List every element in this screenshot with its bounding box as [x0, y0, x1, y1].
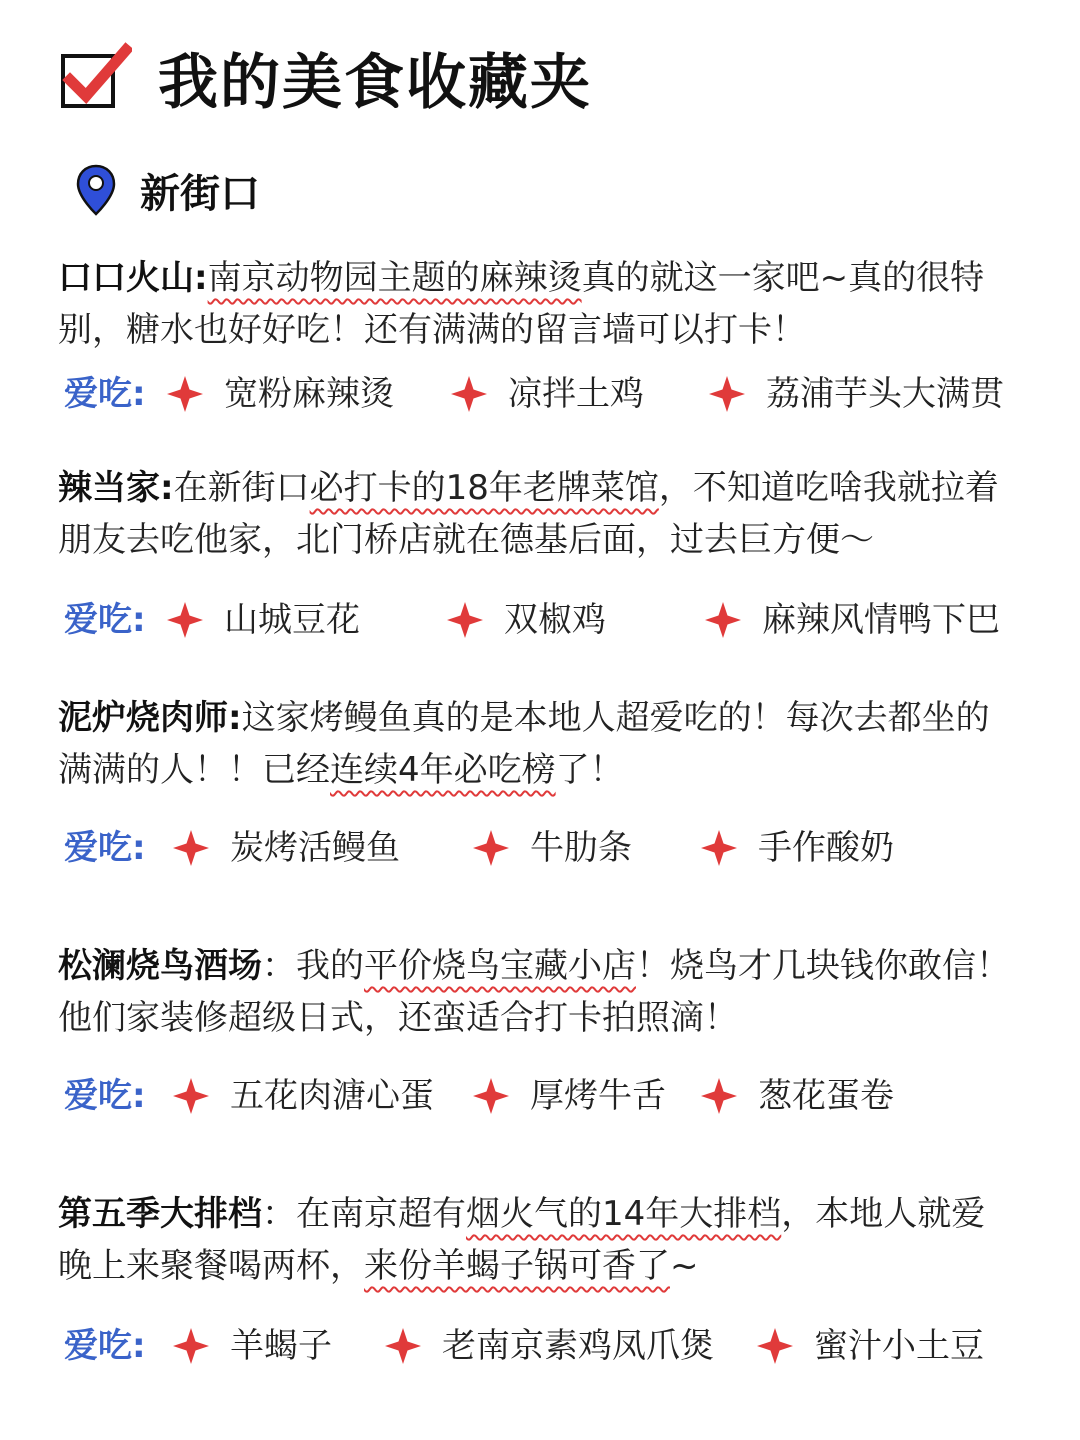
- four-point-star-icon: [708, 375, 746, 413]
- favorites-label: 爱吃:: [64, 374, 146, 414]
- favorite-dish: [472, 1070, 666, 1122]
- favorites-label: 爱吃:: [64, 600, 146, 640]
- checkbox-checked-icon: [60, 42, 132, 114]
- four-point-star-icon: [450, 375, 488, 413]
- description-text: ，不知道吃啥我就拉着朋友去吃他家，北门桥店就在德基后面，过去巨方便～: [58, 468, 999, 560]
- dish-name: 荔浦芋头大满贯: [766, 374, 1004, 414]
- favorites-row: [58, 368, 1018, 420]
- favorite-dish: [446, 594, 606, 646]
- page-header: [60, 36, 592, 120]
- favorite-dish: [172, 1070, 434, 1122]
- four-point-star-icon: [166, 375, 204, 413]
- page-title: 我的美食收藏夹: [158, 48, 592, 118]
- dish-name: 手作酸奶: [758, 828, 894, 868]
- favorites-row: [58, 1320, 1018, 1372]
- favorite-dish: [472, 822, 632, 874]
- restaurant-entry: [58, 462, 1018, 640]
- description-text: ：在南京超有: [262, 1194, 466, 1234]
- dish-name: 羊蝎子: [230, 1326, 332, 1366]
- dish-name: 炭烤活鳗鱼: [230, 828, 400, 868]
- description-text: 这家烤鳗鱼真的是本地人超爱吃的！每次去都坐的满满的人！！已经: [58, 698, 990, 790]
- favorites-row: [58, 822, 1018, 874]
- highlighted-text: 必打卡的18年老牌菜馆: [309, 468, 659, 508]
- dish-name: 厚烤牛舌: [530, 1076, 666, 1116]
- favorite-dish: [166, 368, 394, 420]
- restaurant-entry: [58, 692, 1018, 868]
- favorites-row: [58, 1070, 1018, 1122]
- restaurant-description: [58, 252, 1018, 356]
- four-point-star-icon: [472, 1077, 510, 1115]
- favorite-dish: [172, 1320, 332, 1372]
- restaurant-description: [58, 462, 1018, 566]
- four-point-star-icon: [704, 601, 742, 639]
- restaurant-description: [58, 692, 1018, 796]
- restaurant-name: 辣当家:: [58, 468, 174, 508]
- four-point-star-icon: [172, 1077, 210, 1115]
- restaurant-entry: [58, 252, 1018, 414]
- dish-name: 宽粉麻辣烫: [224, 374, 394, 414]
- restaurant-entry: [58, 940, 1018, 1116]
- favorites-label: 爱吃:: [64, 828, 146, 868]
- description-text: ！烧鸟才几块钱你敢信！他们家装修超级日式，还蛮适合打卡拍照滴！: [58, 946, 1010, 1038]
- highlighted-text: 平价烧鸟宝藏小店: [364, 946, 636, 986]
- restaurant-name: 松澜烧鸟酒场: [58, 946, 262, 986]
- favorite-dish: [704, 594, 1000, 646]
- highlighted-text: 连续4年必吃榜: [330, 750, 556, 790]
- restaurant-name: 泥炉烧肉师:: [58, 698, 242, 738]
- dish-name: 老南京素鸡凤爪煲: [442, 1326, 714, 1366]
- favorites-label: 爱吃:: [64, 1076, 146, 1116]
- favorite-dish: [384, 1320, 714, 1372]
- four-point-star-icon: [756, 1327, 794, 1365]
- description-text: ，本地人就爱晚上来聚餐喝两杯，: [58, 1194, 986, 1286]
- description-text: 在新街口: [173, 468, 310, 508]
- favorites-label: 爱吃:: [64, 1326, 146, 1366]
- dish-name: 凉拌土鸡: [508, 374, 644, 414]
- restaurant-description: [58, 1188, 1018, 1292]
- dish-name: 葱花蛋卷: [758, 1076, 894, 1116]
- highlighted-text: 烟火气的14年大排档: [466, 1194, 782, 1234]
- four-point-star-icon: [700, 829, 738, 867]
- description-text: 真的就这一家吧~真的很特别，糖水也好好吃！还有满满的留言墙可以打卡！: [58, 258, 985, 350]
- description-text: 了！: [555, 750, 624, 790]
- dish-name: 五花肉溏心蛋: [230, 1076, 434, 1116]
- restaurant-name: 口口火山:: [58, 258, 208, 298]
- dish-name: 双椒鸡: [504, 600, 606, 640]
- four-point-star-icon: [700, 1077, 738, 1115]
- favorite-dish: [172, 822, 400, 874]
- highlighted-text: 来份羊蝎子锅可香了: [364, 1246, 670, 1286]
- restaurant-description: [58, 940, 1018, 1044]
- highlighted-text: 南京动物园主题的麻辣烫: [207, 258, 582, 298]
- four-point-star-icon: [446, 601, 484, 639]
- map-pin-icon: [76, 164, 116, 216]
- favorite-dish: [756, 1320, 984, 1372]
- restaurant-name: 第五季大排档: [58, 1194, 262, 1234]
- favorite-dish: [166, 594, 360, 646]
- dish-name: 牛肋条: [530, 828, 632, 868]
- favorite-dish: [700, 822, 894, 874]
- dish-name: 山城豆花: [224, 600, 360, 640]
- dish-name: 麻辣风情鸭下巴: [762, 600, 1000, 640]
- favorite-dish: [450, 368, 644, 420]
- location-label: 新街口: [140, 170, 260, 217]
- four-point-star-icon: [384, 1327, 422, 1365]
- location-heading: [76, 160, 260, 220]
- favorite-dish: [700, 1070, 894, 1122]
- description-text: ：我的: [262, 946, 364, 986]
- favorites-row: [58, 594, 1018, 646]
- restaurant-entry: [58, 1188, 1018, 1366]
- four-point-star-icon: [172, 829, 210, 867]
- dish-name: 蜜汁小土豆: [814, 1326, 984, 1366]
- description-text: ~: [670, 1246, 699, 1286]
- four-point-star-icon: [172, 1327, 210, 1365]
- four-point-star-icon: [472, 829, 510, 867]
- favorite-dish: [708, 368, 1004, 420]
- four-point-star-icon: [166, 601, 204, 639]
